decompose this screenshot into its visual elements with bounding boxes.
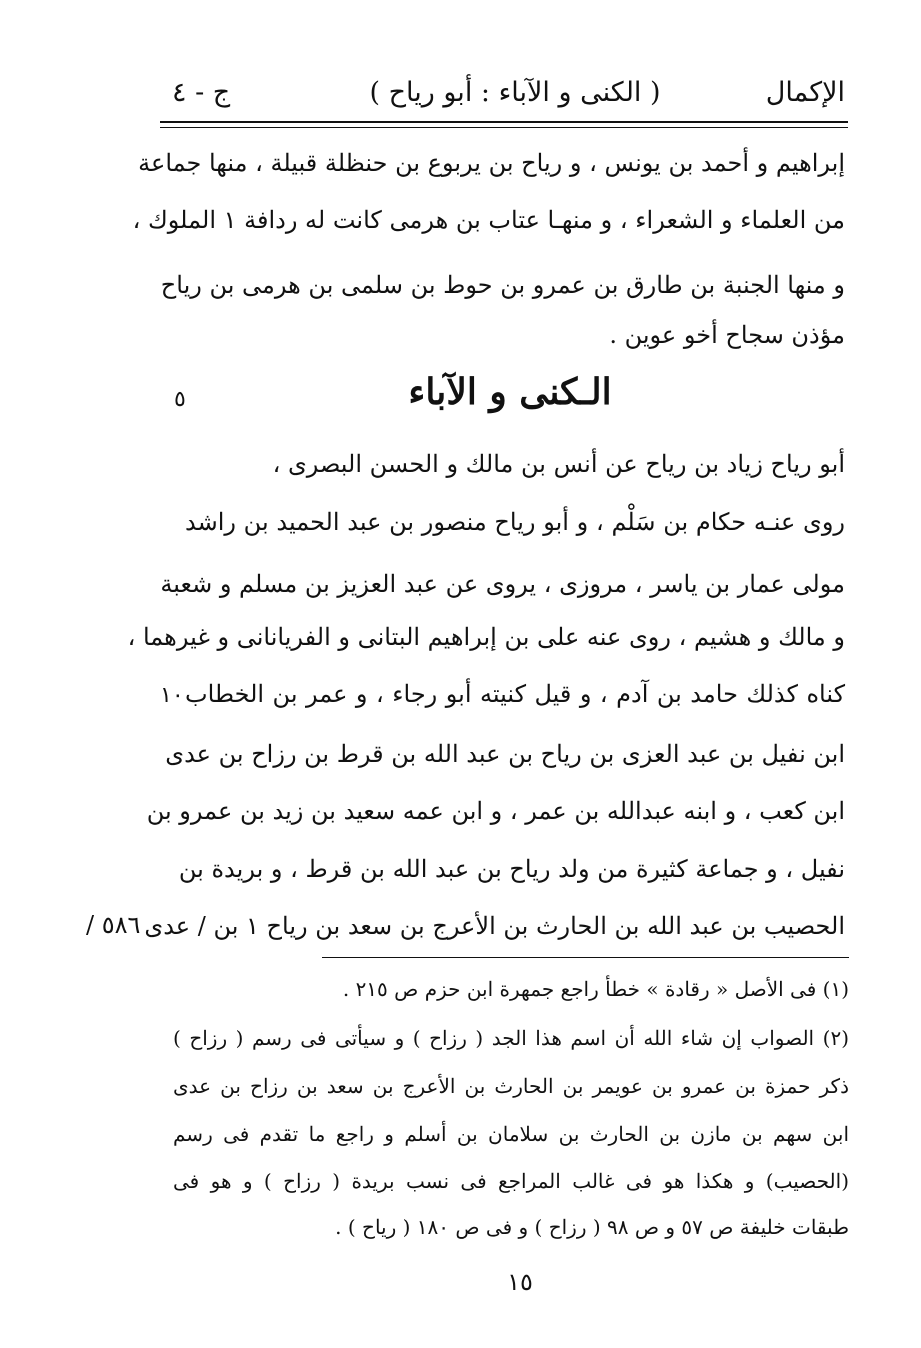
body-line: أبو رياح زياد بن رياح عن أنس بن مالك و الحسن البصرى ، <box>272 450 845 478</box>
body-line: مولى عمار بن ياسر ، مروزى ، يروى عن عبد العزيز بن مسلم و شعبة <box>160 570 845 598</box>
running-head: ( الكنى و الآباء : أبو رياح ) <box>369 77 661 108</box>
header-rule-thick <box>160 121 848 123</box>
footnote-separator <box>322 957 849 958</box>
body-line: ابن نفيل بن عبد العزى بن رياح بن عبد الله بن قرط بن رزاح بن عدى <box>165 740 845 768</box>
body-line: و منها الجنبة بن طارق بن عمرو بن حوط بن سلمى بن هرمى بن رياح <box>160 271 845 299</box>
body-line: نفيل ، و جماعة كثيرة من ولد رياح بن عبد الله بن قرط ، و بريدة بن <box>178 855 845 883</box>
body-line: إبراهيم و أحمد بن يونس ، و رياح بن يربوع بن حنظلة قبيلة ، منها جماعة <box>138 149 845 177</box>
folio-marker: ٥٨٦ / <box>86 911 141 939</box>
volume-label: ج - ٤ <box>172 77 231 108</box>
footnote-line: طبقات خليفة ص ٥٧ و ص ٩٨ ( رزاح ) و فى ص ١٨٠ ( رياح ) . <box>335 1215 849 1239</box>
footnote-line: ذكر حمزة بن عمرو بن عويمر بن الحارث بن الأعرج بن سعد بن رزاح بن عدى <box>173 1074 849 1098</box>
body-line: ابن كعب ، و ابنه عبدالله بن عمر ، و ابن عمه سعيد بن زيد بن عمرو بن <box>146 797 845 825</box>
line-marker-10: ١٠ <box>160 683 184 708</box>
header-rule-thin <box>160 127 848 128</box>
book-title: الإكمال <box>765 77 845 108</box>
footnote-line: ابن سهم بن مازن بن الحارث بن سلامان بن أسلم و راجع ما تقدم فى رسم <box>173 1122 850 1146</box>
body-line: الحصيب بن عبد الله بن الحارث بن الأعرج بن سعد بن رياح ١ بن / عدى <box>144 912 845 940</box>
body-line: مؤذن سجاح أخو عوين . <box>609 321 845 349</box>
line-marker-5: ٥ <box>174 387 186 412</box>
section-heading: الـكنى و الآباء <box>408 371 612 413</box>
page-number: ١٥ <box>507 1268 533 1296</box>
footnote-line: (١) فى الأصل « رقادة » خطأ راجع جمهرة ابن حزم ص ٢١٥ . <box>342 977 849 1001</box>
body-line: من العلماء و الشعراء ، و منهـا عتاب بن هرمى كانت له ردافة ١ الملوك ، <box>132 206 845 234</box>
body-line: روى عنـه حكام بن سَلْم ، و أبو رياح منصور بن عبد الحميد بن راشد <box>185 508 845 536</box>
body-line: كناه كذلك حامد بن آدم ، و قيل كنيته أبو رجاء ، و عمر بن الخطاب <box>185 680 845 708</box>
footnote-line: (٢) الصواب إن شاء الله أن اسم هذا الجد ( رزاح ) و سيأتى فى رسم ( رزاح ) <box>173 1026 849 1050</box>
footnote-line: (الحصيب) و هكذا هو فى غالب المراجع فى نسب بريدة ( رزاح ) و هو فى <box>173 1169 849 1193</box>
body-line: و مالك و هشيم ، روى عنه على بن إبراهيم البتانى و الفريانانى و غيرهما ، <box>127 623 845 651</box>
